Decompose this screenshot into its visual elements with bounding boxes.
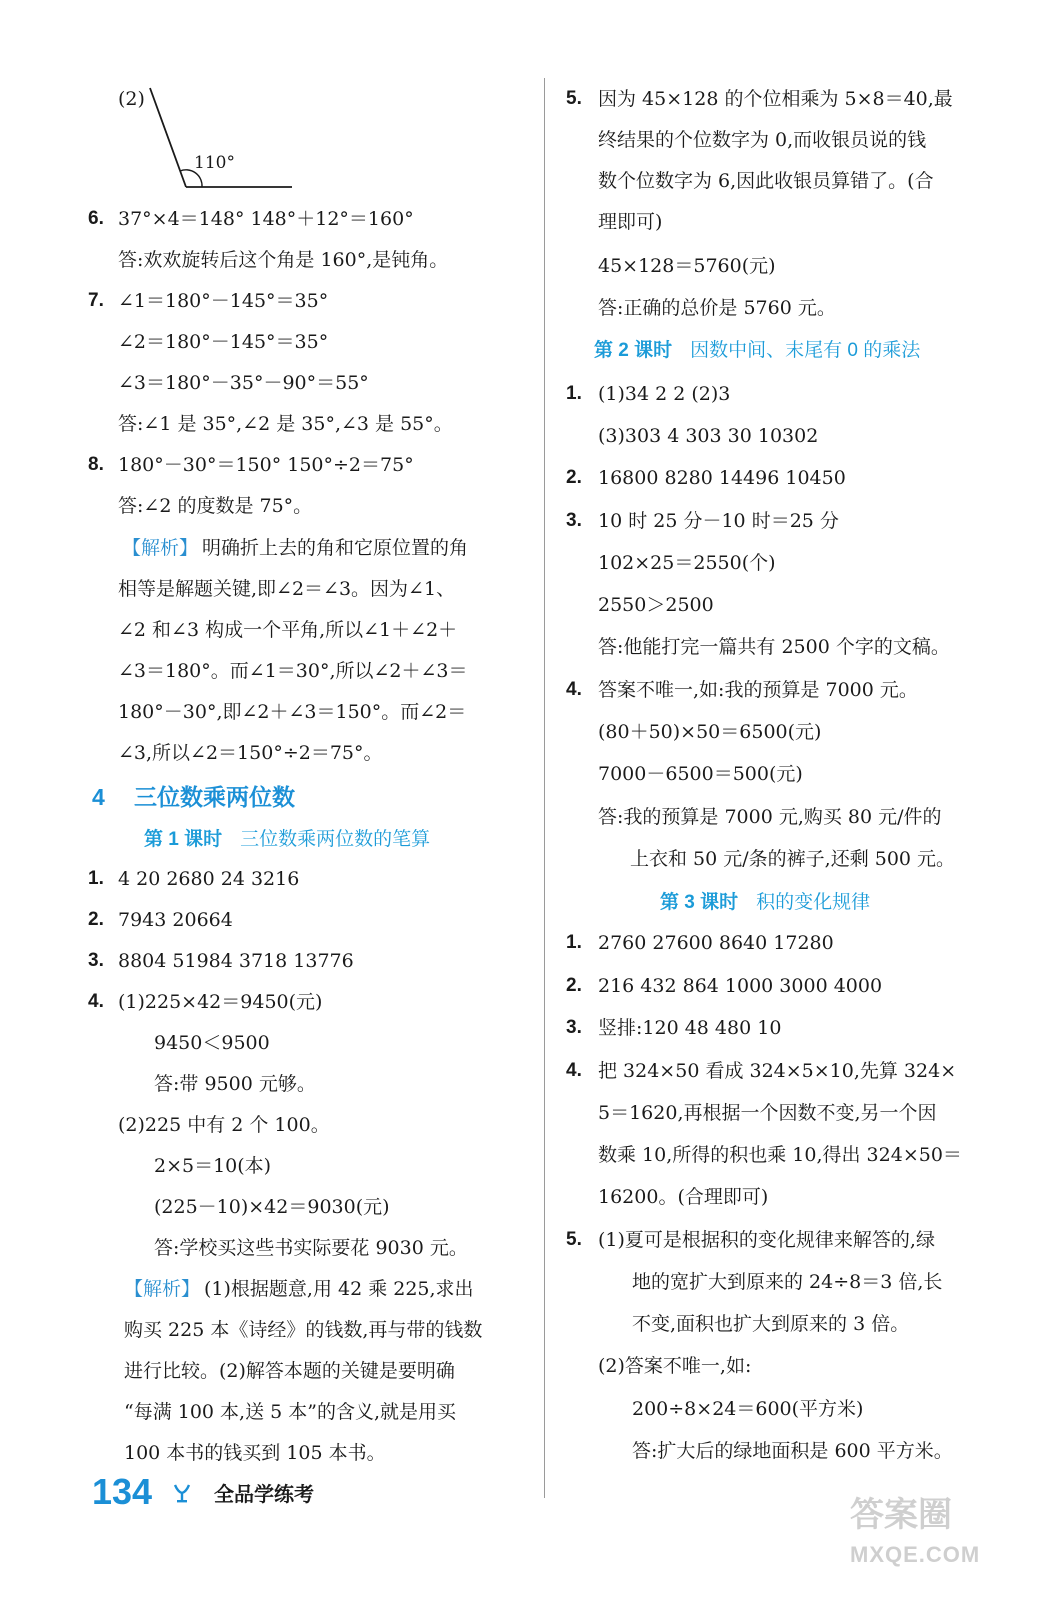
l2-q1-number: 1. [566,383,582,404]
q5-line-2: 终结果的个位数字为 0,而收银员说的钱 [598,129,927,151]
q8-line-2: 答:∠2 的度数是 75°。 [118,495,313,517]
q7-line-1: ∠1＝180°－145°＝35° [118,290,329,312]
l2-q4-line-4: 答:我的预算是 7000 元,购买 80 元/件的 [598,806,942,828]
analysis-line-1: 明确折上去的角和它原位置的角 [202,537,469,559]
l2-q4-line-3: 7000－6500＝500(元) [598,763,803,785]
l2-q4-number: 4. [566,679,582,700]
analysis-2-line-1: (1)根据题意,用 42 乘 225,求出 [204,1278,474,1300]
q7-line-2: ∠2＝180°－145°＝35° [118,331,329,353]
lesson-1-label: 第 1 课时 [144,829,223,850]
l3-q5-line-3: 不变,面积也扩大到原来的 3 倍。 [632,1313,910,1335]
q5-line-4: 理即可) [598,211,663,233]
analysis-2-line-5: 100 本书的钱买到 105 本书。 [124,1442,386,1464]
book-name: 全品学练考 [214,1484,314,1506]
l3-q4-number: 4. [566,1060,582,1081]
q7-number: 7. [88,290,104,311]
lesson-1-heading [144,827,430,853]
analysis-tag: 【解析】 [122,537,199,559]
l2-q3-line-4: 答:他能打完一篇共有 2500 个字的文稿。 [598,636,950,658]
l1-q4-line-2: 9450＜9500 [154,1032,270,1054]
l3-q4-line-2: 5＝1620,再根据一个因数不变,另一个因 [598,1102,937,1124]
lesson-2-title: 因数中间、末尾有 0 的乘法 [690,340,921,361]
q5-line-6: 答:正确的总价是 5760 元。 [598,297,836,319]
l3-q2-number: 2. [566,975,582,996]
l3-q1-number: 1. [566,932,582,953]
l2-q2-number: 2. [566,467,582,488]
l3-q4-line-4: 16200。(合理即可) [598,1186,769,1208]
angle-label: 110° [194,153,235,173]
watermark-logo: 答案圈 [850,1496,952,1534]
l2-q3-line-3: 2550＞2500 [598,594,714,616]
lesson-2-heading [594,338,920,364]
l3-q4-line-1: 把 324×50 看成 324×5×10,先算 324× [598,1060,957,1082]
analysis-2-line-2: 购买 225 本《诗经》的钱数,再与带的钱数 [124,1319,483,1341]
l2-q2-answer: 16800 8280 14496 10450 [598,467,846,489]
l2-q1-line-1: (1)34 2 2 (2)3 [598,383,731,405]
unit-number: 4 [92,784,105,810]
l3-q1-answer: 2760 27600 8640 17280 [598,932,834,954]
l3-q3-number: 3. [566,1017,582,1038]
l1-q4-line-1: (1)225×42＝9450(元) [118,991,323,1013]
l3-q5-line-5: 200÷8×24＝600(平方米) [632,1398,864,1420]
analysis-line-4: ∠3＝180°。而∠1＝30°,所以∠2＋∠3＝ [118,660,468,682]
q6-line-1: 37°×4＝148° 148°＋12°＝160° [118,208,414,230]
l3-q4-line-3: 数乘 10,所得的积也乘 10,得出 324×50＝ [598,1144,962,1166]
q5-number: 5. [566,88,582,109]
watermark-url: MXQE.COM [850,1542,981,1567]
l2-q4-line-1: 答案不唯一,如:我的预算是 7000 元。 [598,679,918,701]
q7-line-4: 答:∠1 是 35°,∠2 是 35°,∠3 是 55°。 [118,413,453,435]
l1-q4-line-6: (225－10)×42＝9030(元) [154,1196,390,1218]
analysis-line-2: 相等是解题关键,即∠2＝∠3。因为∠1、 [118,578,456,600]
l3-q2-answer: 216 432 864 1000 3000 4000 [598,975,883,997]
analysis-2-line-4: “每满 100 本,送 5 本”的含义,就是用买 [124,1401,457,1423]
l1-q1-answer: 4 20 2680 24 3216 [118,868,300,890]
q5-line-3: 数个位数字为 6,因此收银员算错了。(合 [598,170,934,192]
l3-q5-line-6: 答:扩大后的绿地面积是 600 平方米。 [632,1440,953,1462]
q5-line-1: 因为 45×128 的个位相乘为 5×8＝40,最 [598,88,953,110]
l1-q4-number: 4. [88,991,104,1012]
book-logo-icon [172,1482,192,1504]
l1-q3-number: 3. [88,950,104,971]
analysis-line-6: ∠3,所以∠2＝150°÷2＝75°。 [118,742,383,764]
l1-q4-line-3: 答:带 9500 元够。 [154,1073,316,1095]
l2-q3-line-2: 102×25＝2550(个) [598,552,776,574]
q7-line-3: ∠3＝180°－35°－90°＝55° [118,372,369,394]
figure-label: (2) [118,88,145,110]
l2-q3-line-1: 10 时 25 分－10 时＝25 分 [598,510,839,532]
l2-q3-number: 3. [566,510,582,531]
l1-q3-answer: 8804 51984 3718 13776 [118,950,354,972]
q5-line-5: 45×128＝5760(元) [598,255,776,277]
analysis-line-5: 180°－30°,即∠2＋∠3＝150°。而∠2＝ [118,701,467,723]
l2-q4-line-5: 上衣和 50 元/条的裤子,还剩 500 元。 [630,848,956,870]
l2-q4-line-2: (80＋50)×50＝6500(元) [598,721,822,743]
lesson-3-label: 第 3 课时 [660,892,739,913]
l1-q4-line-4: (2)225 中有 2 个 100。 [118,1114,330,1136]
lesson-3-title: 积的变化规律 [756,892,871,913]
l3-q5-line-1: (1)夏可是根据积的变化规律来解答的,绿 [598,1229,935,1251]
l1-q4-line-5: 2×5＝10(本) [154,1155,272,1177]
lesson-1-title: 三位数乘两位数的笔算 [240,829,431,850]
l2-q1-line-2: (3)303 4 303 30 10302 [598,425,819,447]
lesson-2-label: 第 2 课时 [594,340,673,361]
watermark [850,1496,981,1567]
q8-line-1: 180°－30°＝150° 150°÷2＝75° [118,454,414,476]
l3-q5-line-4: (2)答案不唯一,如: [598,1355,752,1377]
q8-number: 8. [88,454,104,475]
l1-q2-number: 2. [88,909,104,930]
l3-q5-line-2: 地的宽扩大到原来的 24÷8＝3 倍,长 [632,1271,943,1293]
page-number: 134 [92,1471,153,1512]
analysis-2-tag: 【解析】 [124,1278,201,1300]
l3-q3-answer: 竖排:120 48 480 10 [598,1017,782,1039]
l1-q4-line-7: 答:学校买这些书实际要花 9030 元。 [154,1237,468,1259]
analysis-2-line-3: 进行比较。(2)解答本题的关键是要明确 [124,1360,455,1382]
l1-q1-number: 1. [88,868,104,889]
column-divider [544,78,545,1498]
analysis-line-3: ∠2 和∠3 构成一个平角,所以∠1＋∠2＋ [118,619,458,641]
l1-q2-answer: 7943 20664 [118,909,233,931]
q6-line-2: 答:欢欢旋转后这个角是 160°,是钝角。 [118,249,449,271]
l3-q5-number: 5. [566,1229,582,1250]
unit-title: 三位数乘两位数 [134,784,295,810]
lesson-3-heading [660,890,870,916]
q6-number: 6. [88,208,104,229]
